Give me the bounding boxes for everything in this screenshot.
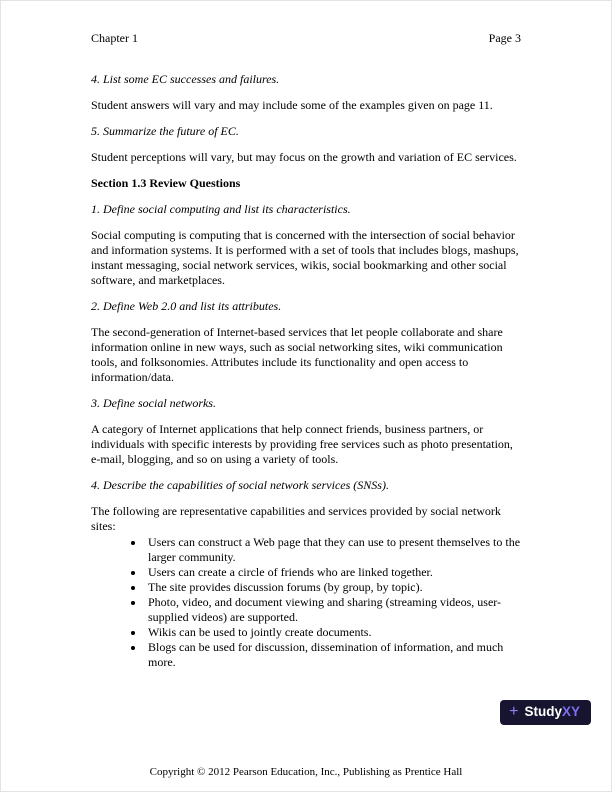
studyxy-badge xyxy=(500,700,591,725)
badge-xy-text: XY xyxy=(561,704,580,719)
list-item: • Users can construct a Web page that they can use to present themselves to the larger community. xyxy=(145,535,521,565)
plus-icon: + xyxy=(509,703,519,720)
list-item: • Blogs can be used for discussion, dissemination of information, and much more. xyxy=(145,640,521,670)
question-1-social-computing: 1. Define social computing and list its characteristics. xyxy=(91,202,351,216)
snss-capabilities-list xyxy=(91,535,521,670)
question-5-ec: 5. Summarize the future of EC. xyxy=(91,124,239,138)
answer-2-web20: The second-generation of Internet-based services that let people collaborate and share information online in new ways, such as social networking sites, wiki communication tools, and folksonomies. Attributes include its functionality and open access to information/data. xyxy=(91,325,503,384)
question-2-web20: 2. Define Web 2.0 and list its attributes. xyxy=(91,299,282,313)
badge-wordmark xyxy=(524,704,580,720)
question-4-ec: 4. List some EC successes and failures. xyxy=(91,72,280,86)
answer-4-snss-intro: The following are representative capabilities and services provided by social network sites: xyxy=(91,504,501,533)
question-3-social-networks: 3. Define social networks. xyxy=(91,396,216,410)
header-chapter-label: Chapter 1 xyxy=(91,31,138,45)
copyright-text: Copyright © 2012 Pearson Education, Inc., Publishing as Prentice Hall xyxy=(149,766,463,778)
list-item: • Wikis can be used to jointly create documents. xyxy=(145,625,521,640)
header-page-number: Page 3 xyxy=(488,31,521,45)
list-item: • Photo, video, and document viewing and sharing (streaming videos, user-supplied videos) are supported. xyxy=(145,595,521,625)
badge-study-text: Study xyxy=(524,704,562,719)
page-footer xyxy=(1,766,611,779)
question-4-snss: 4. Describe the capabilities of social network services (SNSs). xyxy=(91,478,389,492)
page-header xyxy=(91,31,521,46)
document-body xyxy=(91,72,521,670)
answer-3-social-networks: A category of Internet applications that help connect friends, business partners, or individuals with specific interests by providing free services such as photo presentation, e-mail, blogging, and so on using a variety of tools. xyxy=(91,422,513,466)
answer-5-ec: Student perceptions will vary, but may focus on the growth and variation of EC services. xyxy=(91,150,517,164)
list-item: • The site provides discussion forums (by group, by topic). xyxy=(145,580,521,595)
section-heading: Section 1.3 Review Questions xyxy=(91,176,241,190)
answer-1-social-computing: Social computing is computing that is concerned with the intersection of social behavior and information systems. It is performed with a set of tools that includes blogs, mashups, instant messaging, social network services, wikis, social bookmarking and other social software, and marketplaces. xyxy=(91,228,519,287)
answer-4-ec: Student answers will vary and may include some of the examples given on page 11. xyxy=(91,98,493,112)
list-item: • Users can create a circle of friends who are linked together. xyxy=(145,565,521,580)
